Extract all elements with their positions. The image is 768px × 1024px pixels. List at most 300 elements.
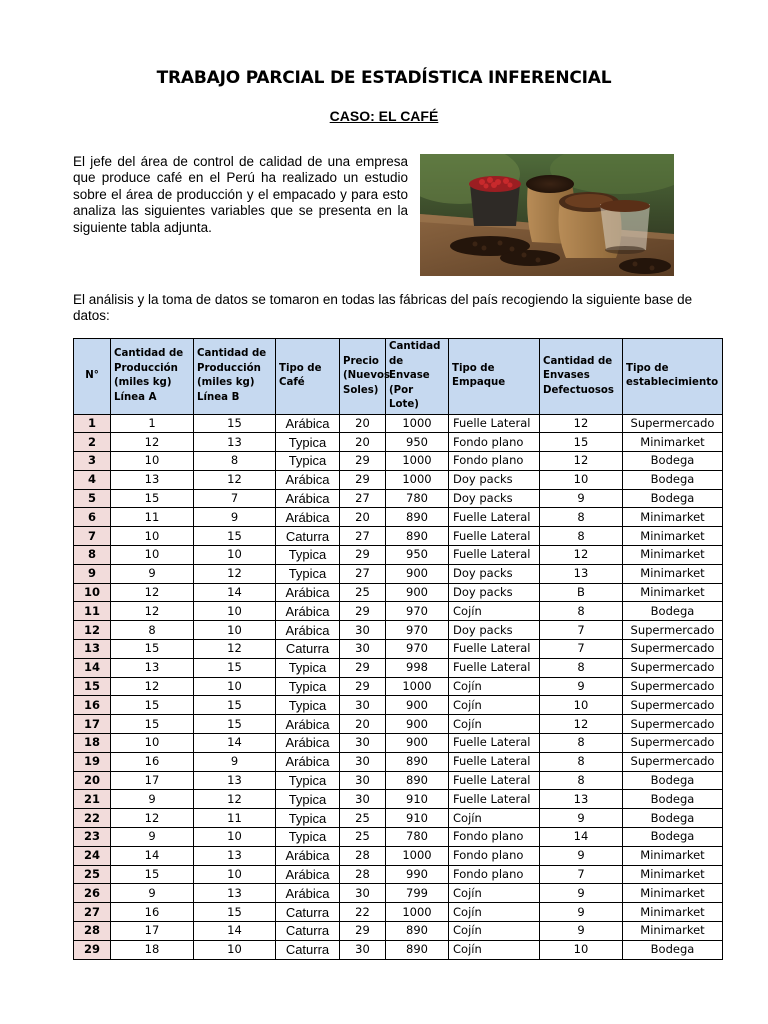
- tipo-cafe-cell: Arábica: [276, 470, 340, 489]
- row-number-cell: 26: [74, 884, 111, 903]
- produccion-b-cell: 10: [194, 621, 276, 640]
- envase-cell: 1000: [386, 414, 449, 433]
- produccion-a-cell: 8: [111, 621, 194, 640]
- table-row: [74, 470, 723, 489]
- tipo-cafe-cell: Caturra: [276, 903, 340, 922]
- tipo-empaque-cell: Cojín: [449, 602, 540, 621]
- table-row: [74, 884, 723, 903]
- defectuosos-cell: 9: [540, 677, 623, 696]
- tipo-cafe-cell: Typica: [276, 771, 340, 790]
- row-number-cell: 4: [74, 470, 111, 489]
- tipo-cafe-cell: Typica: [276, 677, 340, 696]
- envase-cell: 1000: [386, 470, 449, 489]
- precio-cell: 20: [340, 715, 386, 734]
- intro-paragraph: El jefe del área de control de calidad de una empresa que produce café en el Perú ha realizado un estudio sobre el área de producción y el empacado y para esto analiza las siguientes variables que se presenta en la siguiente tabla adjunta.: [73, 154, 408, 235]
- tipo-empaque-cell: Doy packs: [449, 621, 540, 640]
- table-row: [74, 940, 723, 959]
- row-number-cell: 3: [74, 452, 111, 471]
- tipo-cafe-cell: Typica: [276, 790, 340, 809]
- produccion-b-cell: 13: [194, 771, 276, 790]
- defectuosos-cell: 13: [540, 790, 623, 809]
- tipo-cafe-cell: Typica: [276, 809, 340, 828]
- table-row: [74, 734, 723, 753]
- tipo-empaque-cell: Cojín: [449, 809, 540, 828]
- defectuosos-cell: 10: [540, 470, 623, 489]
- produccion-a-cell: 10: [111, 546, 194, 565]
- tipo-cafe-cell: Typica: [276, 564, 340, 583]
- precio-cell: 30: [340, 790, 386, 809]
- establecimiento-cell: Minimarket: [623, 508, 723, 527]
- row-number-cell: 21: [74, 790, 111, 809]
- tipo-empaque-cell: Cojín: [449, 696, 540, 715]
- tipo-empaque-cell: Fuelle Lateral: [449, 658, 540, 677]
- envase-cell: 890: [386, 940, 449, 959]
- establecimiento-cell: Bodega: [623, 602, 723, 621]
- row-number-cell: 7: [74, 527, 111, 546]
- produccion-b-cell: 12: [194, 790, 276, 809]
- envase-cell: 890: [386, 752, 449, 771]
- envase-cell: 900: [386, 715, 449, 734]
- row-number-cell: 15: [74, 677, 111, 696]
- tipo-cafe-cell: Typica: [276, 546, 340, 565]
- establecimiento-cell: Bodega: [623, 790, 723, 809]
- tipo-cafe-cell: Arábica: [276, 414, 340, 433]
- precio-cell: 29: [340, 546, 386, 565]
- tipo-empaque-cell: Fondo plano: [449, 452, 540, 471]
- establecimiento-cell: Supermercado: [623, 715, 723, 734]
- envase-cell: 970: [386, 621, 449, 640]
- envase-cell: 890: [386, 527, 449, 546]
- precio-cell: 29: [340, 470, 386, 489]
- envase-cell: 780: [386, 489, 449, 508]
- establecimiento-cell: Supermercado: [623, 734, 723, 753]
- produccion-a-cell: 13: [111, 658, 194, 677]
- precio-cell: 30: [340, 771, 386, 790]
- produccion-a-cell: 13: [111, 470, 194, 489]
- establecimiento-cell: Supermercado: [623, 640, 723, 659]
- defectuosos-cell: 13: [540, 564, 623, 583]
- produccion-b-cell: 15: [194, 696, 276, 715]
- header-establecimiento: Tipo de establecimiento: [623, 339, 723, 415]
- produccion-b-cell: 12: [194, 470, 276, 489]
- envase-cell: 900: [386, 734, 449, 753]
- produccion-a-cell: 17: [111, 922, 194, 941]
- precio-cell: 25: [340, 583, 386, 602]
- tipo-empaque-cell: Cojín: [449, 922, 540, 941]
- envase-cell: 780: [386, 828, 449, 847]
- precio-cell: 30: [340, 734, 386, 753]
- header-empaque: Tipo de Empaque: [449, 339, 540, 415]
- tipo-cafe-cell: Arábica: [276, 621, 340, 640]
- table-header-row: [74, 339, 723, 415]
- produccion-b-cell: 14: [194, 922, 276, 941]
- table-row: [74, 508, 723, 527]
- envase-cell: 890: [386, 771, 449, 790]
- table-row: [74, 903, 723, 922]
- tipo-empaque-cell: Fuelle Lateral: [449, 752, 540, 771]
- tipo-cafe-cell: Arábica: [276, 602, 340, 621]
- produccion-a-cell: 9: [111, 884, 194, 903]
- envase-cell: 900: [386, 564, 449, 583]
- defectuosos-cell: 8: [540, 527, 623, 546]
- tipo-empaque-cell: Cojín: [449, 884, 540, 903]
- tipo-cafe-cell: Arábica: [276, 734, 340, 753]
- produccion-b-cell: 10: [194, 828, 276, 847]
- table-row: [74, 715, 723, 734]
- produccion-a-cell: 11: [111, 508, 194, 527]
- envase-cell: 890: [386, 922, 449, 941]
- header-defectuosos: Cantidad de Envases Defectuosos: [540, 339, 623, 415]
- defectuosos-cell: 12: [540, 414, 623, 433]
- produccion-a-cell: 12: [111, 677, 194, 696]
- produccion-a-cell: 9: [111, 564, 194, 583]
- table-row: [74, 583, 723, 602]
- tipo-cafe-cell: Typica: [276, 433, 340, 452]
- establecimiento-cell: Minimarket: [623, 564, 723, 583]
- defectuosos-cell: 12: [540, 452, 623, 471]
- produccion-a-cell: 15: [111, 489, 194, 508]
- produccion-b-cell: 8: [194, 452, 276, 471]
- table-row: [74, 677, 723, 696]
- row-number-cell: 8: [74, 546, 111, 565]
- produccion-b-cell: 10: [194, 546, 276, 565]
- tipo-empaque-cell: Doy packs: [449, 470, 540, 489]
- envase-cell: 799: [386, 884, 449, 903]
- produccion-b-cell: 11: [194, 809, 276, 828]
- header-envase: Cantidad de Envase (Por Lote): [386, 339, 449, 415]
- defectuosos-cell: 8: [540, 734, 623, 753]
- precio-cell: 28: [340, 865, 386, 884]
- precio-cell: 29: [340, 602, 386, 621]
- row-number-cell: 17: [74, 715, 111, 734]
- table-row: [74, 546, 723, 565]
- precio-cell: 29: [340, 677, 386, 696]
- precio-cell: 27: [340, 489, 386, 508]
- defectuosos-cell: 9: [540, 922, 623, 941]
- tipo-cafe-cell: Typica: [276, 696, 340, 715]
- table-row: [74, 602, 723, 621]
- analysis-paragraph: El análisis y la toma de datos se tomaron en todas las fábricas del país recogiendo la siguiente base de datos:: [73, 292, 693, 323]
- produccion-a-cell: 17: [111, 771, 194, 790]
- tipo-empaque-cell: Fuelle Lateral: [449, 546, 540, 565]
- header-tipo-cafe: Tipo de Café: [276, 339, 340, 415]
- table-row: [74, 489, 723, 508]
- table-row: [74, 790, 723, 809]
- defectuosos-cell: 12: [540, 546, 623, 565]
- produccion-a-cell: 15: [111, 715, 194, 734]
- defectuosos-cell: 8: [540, 602, 623, 621]
- table-row: [74, 752, 723, 771]
- establecimiento-cell: Minimarket: [623, 884, 723, 903]
- produccion-a-cell: 15: [111, 696, 194, 715]
- defectuosos-cell: 8: [540, 658, 623, 677]
- precio-cell: 30: [340, 640, 386, 659]
- envase-cell: 910: [386, 790, 449, 809]
- establecimiento-cell: Minimarket: [623, 846, 723, 865]
- table-row: [74, 771, 723, 790]
- produccion-a-cell: 10: [111, 452, 194, 471]
- envase-cell: 950: [386, 546, 449, 565]
- produccion-a-cell: 15: [111, 640, 194, 659]
- establecimiento-cell: Minimarket: [623, 527, 723, 546]
- coffee-data-table: [73, 338, 723, 960]
- precio-cell: 20: [340, 414, 386, 433]
- tipo-cafe-cell: Typica: [276, 658, 340, 677]
- row-number-cell: 13: [74, 640, 111, 659]
- defectuosos-cell: 9: [540, 489, 623, 508]
- establecimiento-cell: Bodega: [623, 470, 723, 489]
- precio-cell: 27: [340, 527, 386, 546]
- row-number-cell: 16: [74, 696, 111, 715]
- defectuosos-cell: 15: [540, 433, 623, 452]
- produccion-b-cell: 15: [194, 527, 276, 546]
- envase-cell: 970: [386, 640, 449, 659]
- produccion-b-cell: 7: [194, 489, 276, 508]
- establecimiento-cell: Minimarket: [623, 583, 723, 602]
- produccion-b-cell: 10: [194, 940, 276, 959]
- row-number-cell: 2: [74, 433, 111, 452]
- defectuosos-cell: B: [540, 583, 623, 602]
- produccion-a-cell: 16: [111, 752, 194, 771]
- coffee-beans-photo: [420, 154, 674, 276]
- tipo-empaque-cell: Cojín: [449, 677, 540, 696]
- tipo-empaque-cell: Fuelle Lateral: [449, 734, 540, 753]
- row-number-cell: 9: [74, 564, 111, 583]
- table-row: [74, 658, 723, 677]
- envase-cell: 998: [386, 658, 449, 677]
- tipo-empaque-cell: Fondo plano: [449, 828, 540, 847]
- table-body: [74, 414, 723, 959]
- row-number-cell: 1: [74, 414, 111, 433]
- tipo-cafe-cell: Arábica: [276, 846, 340, 865]
- defectuosos-cell: 8: [540, 752, 623, 771]
- precio-cell: 29: [340, 922, 386, 941]
- tipo-cafe-cell: Arábica: [276, 489, 340, 508]
- precio-cell: 22: [340, 903, 386, 922]
- envase-cell: 950: [386, 433, 449, 452]
- establecimiento-cell: Bodega: [623, 452, 723, 471]
- establecimiento-cell: Bodega: [623, 489, 723, 508]
- table-row: [74, 414, 723, 433]
- establecimiento-cell: Minimarket: [623, 922, 723, 941]
- envase-cell: 900: [386, 696, 449, 715]
- tipo-empaque-cell: Fondo plano: [449, 846, 540, 865]
- tipo-cafe-cell: Arábica: [276, 865, 340, 884]
- produccion-b-cell: 13: [194, 433, 276, 452]
- produccion-a-cell: 12: [111, 809, 194, 828]
- envase-cell: 970: [386, 602, 449, 621]
- tipo-empaque-cell: Fuelle Lateral: [449, 790, 540, 809]
- establecimiento-cell: Supermercado: [623, 696, 723, 715]
- tipo-cafe-cell: Arábica: [276, 884, 340, 903]
- tipo-cafe-cell: Arábica: [276, 508, 340, 527]
- envase-cell: 1000: [386, 846, 449, 865]
- produccion-a-cell: 9: [111, 790, 194, 809]
- produccion-b-cell: 10: [194, 677, 276, 696]
- envase-cell: 1000: [386, 452, 449, 471]
- header-produccion-a: Cantidad de Producción (miles kg) Línea A: [111, 339, 194, 415]
- defectuosos-cell: 8: [540, 508, 623, 527]
- defectuosos-cell: 9: [540, 809, 623, 828]
- row-number-cell: 12: [74, 621, 111, 640]
- establecimiento-cell: Bodega: [623, 771, 723, 790]
- produccion-b-cell: 9: [194, 752, 276, 771]
- establecimiento-cell: Supermercado: [623, 752, 723, 771]
- tipo-empaque-cell: Doy packs: [449, 564, 540, 583]
- produccion-a-cell: 18: [111, 940, 194, 959]
- row-number-cell: 5: [74, 489, 111, 508]
- produccion-b-cell: 10: [194, 602, 276, 621]
- produccion-b-cell: 14: [194, 583, 276, 602]
- establecimiento-cell: Supermercado: [623, 677, 723, 696]
- produccion-a-cell: 12: [111, 602, 194, 621]
- table-row: [74, 564, 723, 583]
- establecimiento-cell: Minimarket: [623, 903, 723, 922]
- establecimiento-cell: Supermercado: [623, 658, 723, 677]
- defectuosos-cell: 9: [540, 903, 623, 922]
- precio-cell: 30: [340, 752, 386, 771]
- envase-cell: 890: [386, 508, 449, 527]
- produccion-a-cell: 12: [111, 433, 194, 452]
- tipo-cafe-cell: Caturra: [276, 527, 340, 546]
- envase-cell: 910: [386, 809, 449, 828]
- precio-cell: 25: [340, 809, 386, 828]
- produccion-a-cell: 10: [111, 527, 194, 546]
- row-number-cell: 19: [74, 752, 111, 771]
- produccion-a-cell: 1: [111, 414, 194, 433]
- tipo-empaque-cell: Doy packs: [449, 489, 540, 508]
- precio-cell: 29: [340, 452, 386, 471]
- tipo-cafe-cell: Caturra: [276, 940, 340, 959]
- produccion-a-cell: 10: [111, 734, 194, 753]
- defectuosos-cell: 9: [540, 884, 623, 903]
- row-number-cell: 24: [74, 846, 111, 865]
- tipo-cafe-cell: Caturra: [276, 922, 340, 941]
- precio-cell: 30: [340, 940, 386, 959]
- precio-cell: 27: [340, 564, 386, 583]
- precio-cell: 20: [340, 433, 386, 452]
- produccion-b-cell: 12: [194, 564, 276, 583]
- tipo-cafe-cell: Arábica: [276, 752, 340, 771]
- precio-cell: 25: [340, 828, 386, 847]
- defectuosos-cell: 7: [540, 640, 623, 659]
- precio-cell: 30: [340, 696, 386, 715]
- header-n: N°: [74, 339, 111, 415]
- tipo-empaque-cell: Fuelle Lateral: [449, 527, 540, 546]
- envase-cell: 1000: [386, 903, 449, 922]
- tipo-cafe-cell: Caturra: [276, 640, 340, 659]
- defectuosos-cell: 7: [540, 621, 623, 640]
- defectuosos-cell: 9: [540, 846, 623, 865]
- row-number-cell: 29: [74, 940, 111, 959]
- table-row: [74, 828, 723, 847]
- precio-cell: 30: [340, 884, 386, 903]
- row-number-cell: 27: [74, 903, 111, 922]
- tipo-empaque-cell: Cojín: [449, 940, 540, 959]
- row-number-cell: 23: [74, 828, 111, 847]
- row-number-cell: 28: [74, 922, 111, 941]
- tipo-cafe-cell: Arábica: [276, 715, 340, 734]
- row-number-cell: 14: [74, 658, 111, 677]
- establecimiento-cell: Supermercado: [623, 414, 723, 433]
- precio-cell: 30: [340, 621, 386, 640]
- precio-cell: 20: [340, 508, 386, 527]
- table-row: [74, 433, 723, 452]
- establecimiento-cell: Supermercado: [623, 621, 723, 640]
- establecimiento-cell: Bodega: [623, 828, 723, 847]
- tipo-empaque-cell: Fondo plano: [449, 433, 540, 452]
- tipo-empaque-cell: Fuelle Lateral: [449, 414, 540, 433]
- header-precio: Precio (Nuevos Soles): [340, 339, 386, 415]
- table-row: [74, 452, 723, 471]
- produccion-a-cell: 16: [111, 903, 194, 922]
- envase-cell: 990: [386, 865, 449, 884]
- produccion-b-cell: 9: [194, 508, 276, 527]
- establecimiento-cell: Minimarket: [623, 433, 723, 452]
- document-title: TRABAJO PARCIAL DE ESTADÍSTICA INFERENCIAL: [156, 68, 612, 88]
- row-number-cell: 22: [74, 809, 111, 828]
- produccion-b-cell: 15: [194, 658, 276, 677]
- defectuosos-cell: 14: [540, 828, 623, 847]
- defectuosos-cell: 8: [540, 771, 623, 790]
- table-row: [74, 621, 723, 640]
- tipo-cafe-cell: Arábica: [276, 583, 340, 602]
- tipo-empaque-cell: Fuelle Lateral: [449, 771, 540, 790]
- produccion-b-cell: 15: [194, 903, 276, 922]
- produccion-b-cell: 12: [194, 640, 276, 659]
- establecimiento-cell: Minimarket: [623, 865, 723, 884]
- produccion-b-cell: 10: [194, 865, 276, 884]
- produccion-b-cell: 14: [194, 734, 276, 753]
- tipo-empaque-cell: Fuelle Lateral: [449, 640, 540, 659]
- defectuosos-cell: 10: [540, 940, 623, 959]
- table-row: [74, 865, 723, 884]
- table-row: [74, 527, 723, 546]
- table-row: [74, 696, 723, 715]
- produccion-a-cell: 14: [111, 846, 194, 865]
- defectuosos-cell: 10: [540, 696, 623, 715]
- precio-cell: 28: [340, 846, 386, 865]
- defectuosos-cell: 7: [540, 865, 623, 884]
- produccion-a-cell: 9: [111, 828, 194, 847]
- tipo-empaque-cell: Doy packs: [449, 583, 540, 602]
- produccion-b-cell: 13: [194, 884, 276, 903]
- establecimiento-cell: Bodega: [623, 940, 723, 959]
- tipo-empaque-cell: Fondo plano: [449, 865, 540, 884]
- envase-cell: 900: [386, 583, 449, 602]
- row-number-cell: 20: [74, 771, 111, 790]
- row-number-cell: 10: [74, 583, 111, 602]
- case-subtitle: CASO: EL CAFÉ: [329, 108, 439, 124]
- row-number-cell: 25: [74, 865, 111, 884]
- precio-cell: 29: [340, 658, 386, 677]
- produccion-b-cell: 15: [194, 715, 276, 734]
- produccion-b-cell: 13: [194, 846, 276, 865]
- table-row: [74, 809, 723, 828]
- establecimiento-cell: Minimarket: [623, 546, 723, 565]
- tipo-empaque-cell: Cojín: [449, 715, 540, 734]
- header-produccion-b: Cantidad de Producción (miles kg) Línea B: [194, 339, 276, 415]
- produccion-a-cell: 12: [111, 583, 194, 602]
- row-number-cell: 6: [74, 508, 111, 527]
- produccion-a-cell: 15: [111, 865, 194, 884]
- row-number-cell: 18: [74, 734, 111, 753]
- establecimiento-cell: Bodega: [623, 809, 723, 828]
- table-row: [74, 640, 723, 659]
- tipo-cafe-cell: Typica: [276, 452, 340, 471]
- envase-cell: 1000: [386, 677, 449, 696]
- defectuosos-cell: 12: [540, 715, 623, 734]
